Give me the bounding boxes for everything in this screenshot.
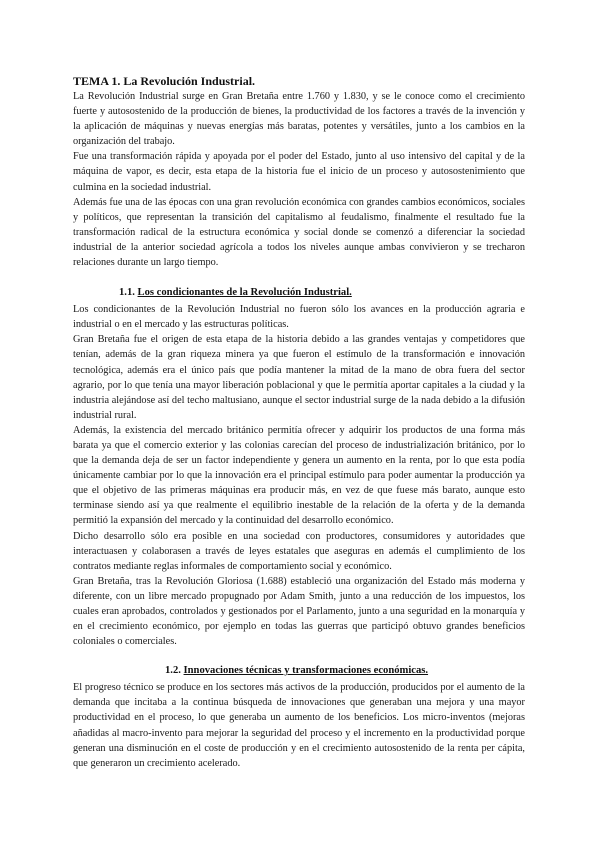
section-number: 1.1. <box>119 287 135 299</box>
section-paragraph: Gran Bretaña fue el origen de esta etapa de la historia debido a las grandes ventajas y competidores que tenían, además de la gran riqueza minera ya que fueron el estímulo de la transformación e innovación tecnológica, además era el único país que podía mantener la mitad de la mano de obra fuera del sector agrario, por lo que tenía una mayor liberación poblacional y que le permitía aportar capitales a la ciudad y la industria alejándose así del techo maltusiano, aunque el sector industrial surge de la nada debido a la difusión industrial rural. <box>73 334 525 421</box>
section-paragraph: Dicho desarrollo sólo era posible en una sociedad con productores, consumidores y autoridades que interactuasen y colaborasen a través de leyes estatales que aseguras en además el cumplimiento de los contratos mediante reglas informales de comportamiento social y económico. <box>73 530 525 572</box>
section-heading-1-1 <box>73 285 525 300</box>
section-paragraph: Los condicionantes de la Revolución Industrial no fueron sólo los avances en la producción agraria e industrial o en el mercado y las estructuras políticas. <box>73 304 525 331</box>
section-heading-1-2 <box>73 663 525 678</box>
section-title: Innovaciones técnicas y transformaciones económicas. <box>183 665 429 677</box>
intro-paragraph: La Revolución Industrial surge en Gran Bretaña entre 1.760 y 1.830, y se le conoce como el crecimiento fuerte y autosostenido de la producción de bienes, la productividad de los factores a través de la invención y la aplicación de máquinas y nuevas energías más baratas, potentes y versátiles, junto a los cambios en la organización del trabajo. <box>73 91 525 148</box>
section-paragraph: Gran Bretaña, tras la Revolución Gloriosa (1.688) estableció una organización del Estado más moderna y diferente, con un libre mercado propugnado por Adam Smith, junto a una reducción de los impuestos, los cuales eran aprobados, controlados y gestionados por el Parlamento, junto a una seguridad en la monarquía y en el crecimiento económico, por ejemplo en todas las guerras que participó obtuvo grandes beneficios coloniales o comerciales. <box>73 575 525 648</box>
document-title: TEMA 1. La Revolución Industrial. <box>73 74 256 88</box>
intro-paragraph: Además fue una de las épocas con una gran revolución económica con grandes cambios económicos, sociales y políticos, que representan la transición del capitalismo al feudalismo, finalmente el resultado fue la transformación radical de la estructura económica y social donde se comenzó a diferenciar la sociedad industrial de la anterior sociedad agrícola a todos los niveles aunque ambas convivieron y se trecharon relaciones durante un largo tiempo. <box>73 196 525 269</box>
section-paragraph: Además, la existencia del mercado británico permitía ofrecer y adquirir los productos de una forma más barata ya que el comercio exterior y las colonias carecían del proceso de industrialización británico, por lo que la demanda deja de ser un factor independiente y genera un aumento en la renta, por lo que esta podía únicamente cambiar por lo que la innovación era el principal estímulo para poder aumentar la producción ya que el objetivo de las primeras máquinas era producir más, en vez de que fuese más barato, aunque esto terminase siendo así ya que realmente el equilibrio inestable de la relación de la oferta y de la demanda permitió la expansión del mercado y la continuidad del desarrollo económico. <box>73 424 525 527</box>
intro-paragraph: Fue una transformación rápida y apoyada por el poder del Estado, junto al uso intensivo del capital y de la máquina de vapor, es decir, esta etapa de la historia fue el inicio de un proceso y autosostenimiento que culmina en la sociedad industrial. <box>73 151 525 193</box>
section-title: Los condicionantes de la Revolución Industrial. <box>137 287 352 299</box>
section-number: 1.2. <box>165 665 181 677</box>
document-body <box>73 74 525 771</box>
section-paragraph: El progreso técnico se produce en los sectores más activos de la producción, producidos por el aumento de la demanda que incitaba a la continua búsqueda de innovaciones que generaban una mejora y una mayor productividad en el proceso, lo que generaba un aumento de los beneficios. Los micro-inventos (mejoras añadidas al macro-invento para mejorar la seguridad del proceso y el incremento en la productividad porque generan una disminución en el coste de producción y en el crecimiento autosostenido de la renta per cápita, que generaron un crecimiento acelerado. <box>73 682 525 769</box>
